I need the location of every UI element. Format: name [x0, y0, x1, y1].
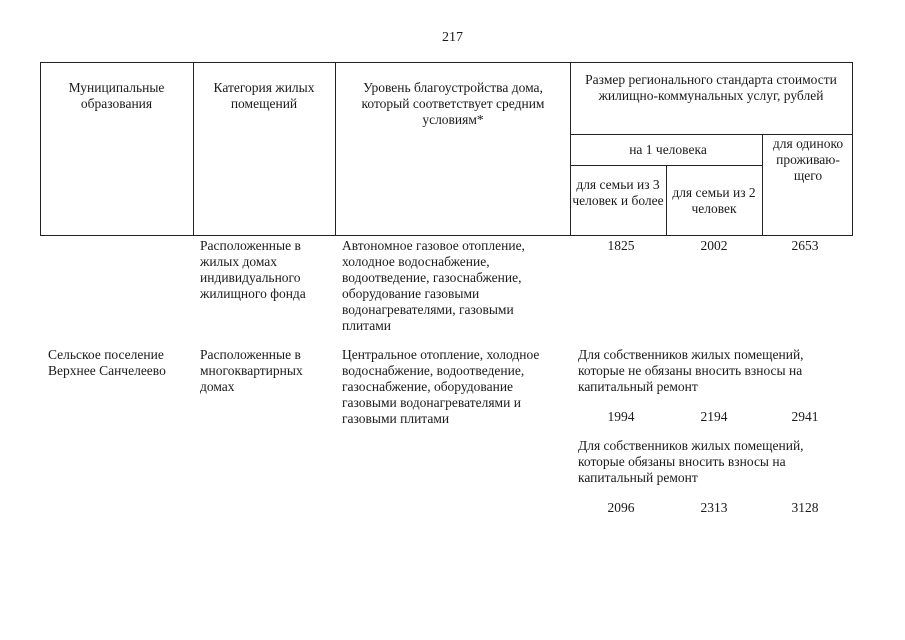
col-divider-4 — [666, 165, 667, 236]
row2-values2-family3: 2096 — [607, 500, 635, 515]
row2-values2-single: 3128 — [791, 500, 819, 515]
row2-category: Расположенные в многоквартирных домах — [200, 347, 303, 394]
header-bottom-border — [40, 235, 853, 236]
row2-note1: Для собственников жилых помещений, которые не обязаны вносить взносы на капитальный ремонт — [578, 347, 804, 394]
header-category: Категория жилых помещений — [213, 80, 315, 111]
row1-single: 2653 — [791, 238, 819, 253]
col-divider-2 — [335, 62, 336, 236]
header-municipality: Муниципальные образования — [68, 80, 165, 111]
table-left-border — [40, 62, 41, 236]
table-right-border — [852, 62, 853, 236]
row2-municipality: Сельское поселение Верхнее Санчелеево — [48, 347, 166, 378]
col-divider-3 — [570, 62, 571, 236]
table-top-border — [40, 62, 853, 63]
row2-values1-family3: 1994 — [607, 409, 635, 424]
header-level: Уровень благоустройства дома, который соответствует средним условиям* — [361, 80, 545, 127]
page-number: 217 — [442, 30, 463, 45]
row2-values2-family2: 2313 — [700, 500, 728, 515]
header-standard-size: Размер регионального стандарта стоимости жилищно-коммунальных услуг, рублей — [585, 72, 837, 103]
row1-category: Расположенные в жилых домах индивидуального жилищного фонда — [200, 238, 306, 301]
row2-values1-family2: 2194 — [700, 409, 728, 424]
header-family2: для семьи из 2 человек — [672, 185, 756, 216]
row2-values1-single: 2941 — [791, 409, 819, 424]
header-single: для одиноко проживаю-щего — [772, 136, 844, 183]
row2-note2: Для собственников жилых помещений, которые обязаны вносить взносы на капитальный ремонт — [578, 438, 804, 485]
row1-family2: 2002 — [700, 238, 728, 253]
col-divider-1 — [193, 62, 194, 236]
row2-level: Центральное отопление, холодное водоснабжение, водоотведение, газоснабжение, оборудование газовыми водонагревателями и газовыми плитами — [342, 347, 540, 426]
subheader-divider — [570, 134, 853, 135]
row1-family3: 1825 — [607, 238, 635, 253]
header-family3: для семьи из 3 человек и более — [572, 177, 664, 208]
header-per-person: на 1 человека — [629, 142, 707, 157]
col-divider-5 — [762, 134, 763, 236]
row1-level: Автономное газовое отопление, холодное водоснабжение, водоотведение, газоснабжение, оборудование газовыми водонагревателями, газовыми плитами — [342, 238, 525, 333]
